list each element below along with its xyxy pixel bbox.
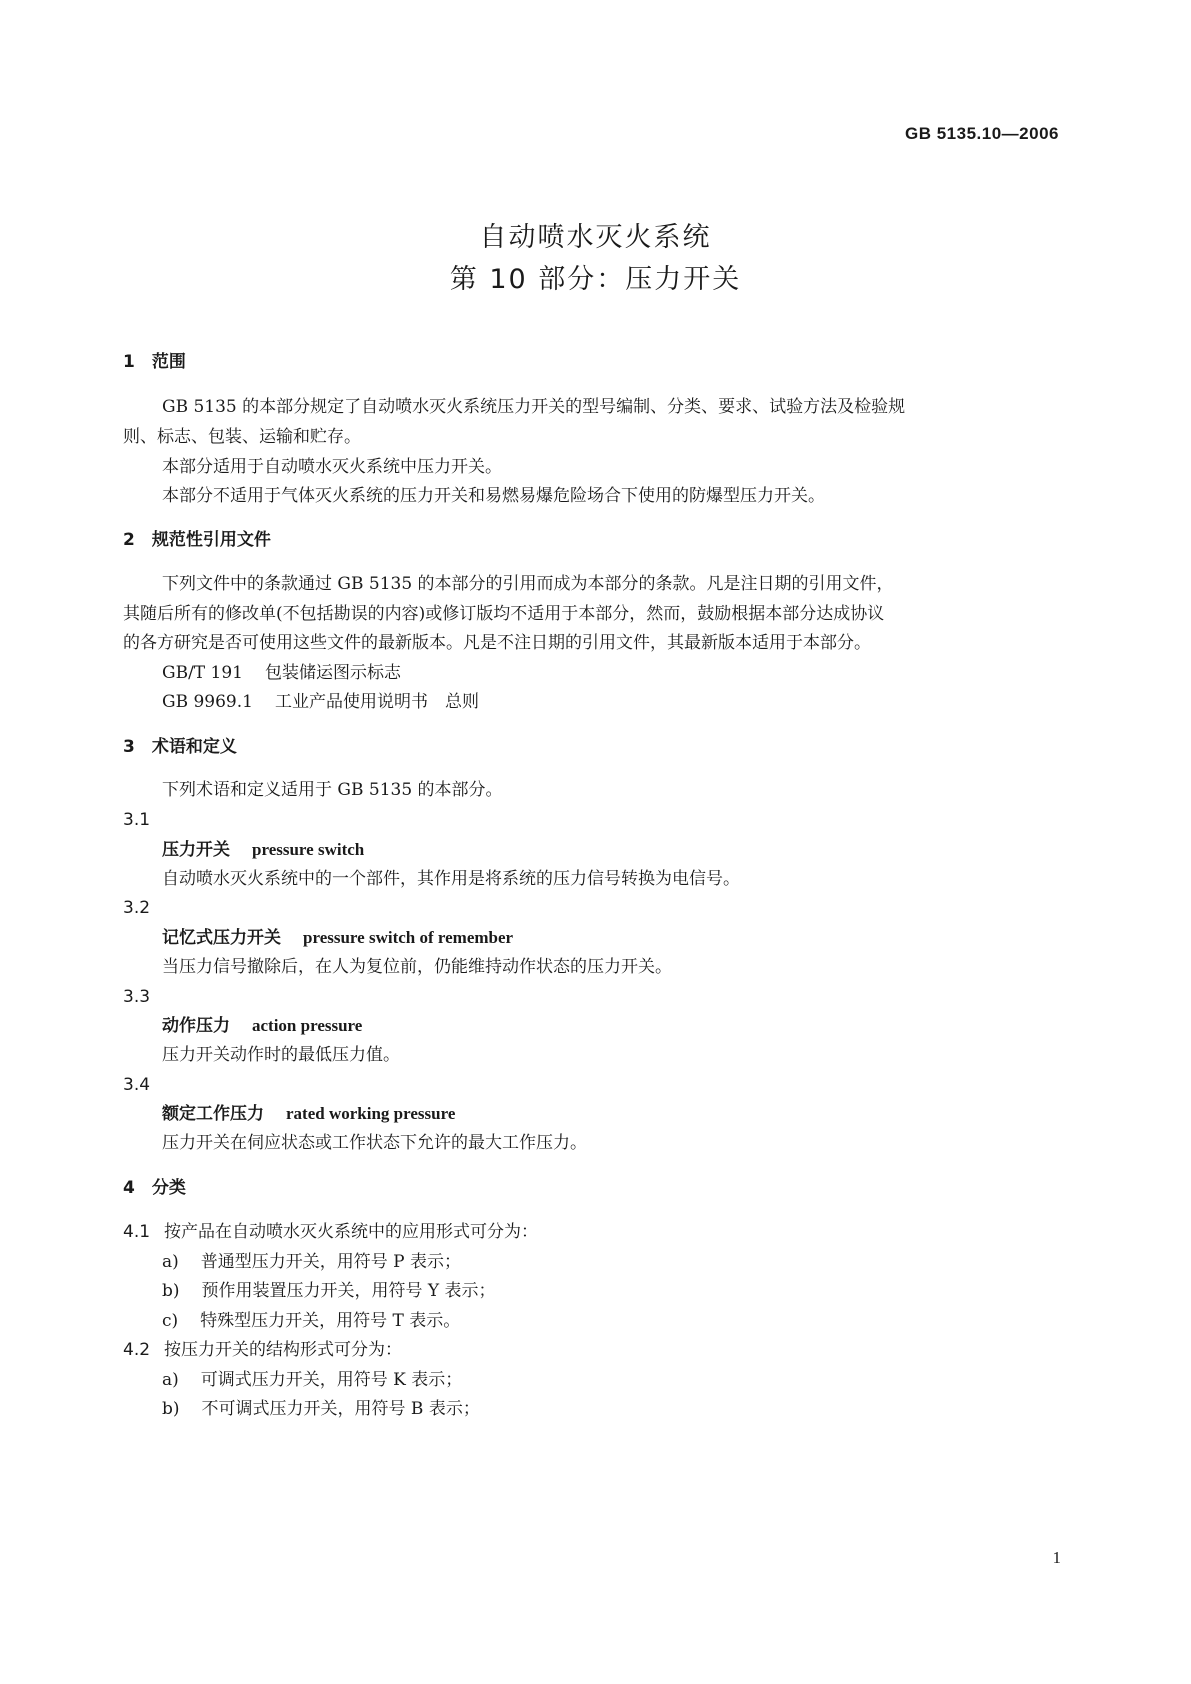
reference-code: GB 9969.1 — [162, 692, 253, 712]
term-chinese: 额定工作压力 — [162, 1104, 264, 1124]
term-number: 3.4 — [123, 1075, 151, 1095]
list-item — [162, 1311, 460, 1331]
paragraph-line: 下列术语和定义适用于 GB 5135 的本部分。 — [162, 780, 503, 800]
term-chinese: 记忆式压力开关 — [162, 928, 281, 948]
term-definition: 压力开关在伺应状态或工作状态下允许的最大工作压力。 — [162, 1133, 587, 1153]
term-heading — [162, 1016, 362, 1036]
list-item-text: 普通型压力开关，用符号 P 表示； — [200, 1252, 462, 1272]
section-heading-scope: 1 范围 — [123, 352, 186, 372]
term-definition: 自动喷水灭火系统中的一个部件，其作用是将系统的压力信号转换为电信号。 — [162, 869, 740, 889]
paragraph-line: 本部分适用于自动喷水灭火系统中压力开关。 — [162, 457, 502, 477]
clause-number: 4.2 — [123, 1340, 151, 1360]
term-definition: 当压力信号撤除后，在人为复位前，仍能维持动作状态的压力开关。 — [162, 957, 672, 977]
term-heading — [162, 840, 364, 860]
clause — [123, 1340, 402, 1360]
paragraph-line: 的各方研究是否可使用这些文件的最新版本。凡是不注日期的引用文件，其最新版本适用于本部分。 — [123, 633, 871, 653]
list-item-label: a) — [162, 1370, 179, 1390]
document-title: 自动喷水灭火系统 — [479, 222, 712, 253]
term-heading — [162, 1104, 455, 1124]
list-item-label: a) — [162, 1252, 179, 1272]
list-item — [162, 1252, 461, 1272]
term-number: 3.3 — [123, 987, 151, 1007]
term-english: rated working pressure — [286, 1104, 456, 1123]
clause-text: 按压力开关的结构形式可分为： — [164, 1340, 403, 1360]
reference-item — [162, 663, 401, 683]
list-item-label: b) — [162, 1281, 180, 1301]
paragraph-line: 其随后所有的修改单(不包括勘误的内容)或修订版均不适用于本部分，然而，鼓励根据本部分达成协议 — [123, 604, 885, 624]
paragraph-line: 本部分不适用于气体灭火系统的压力开关和易燃易爆危险场合下使用的防爆型压力开关。 — [162, 486, 825, 506]
page-number: 1 — [1052, 1548, 1061, 1567]
list-item-label: c) — [162, 1311, 179, 1331]
reference-title: 工业产品使用说明书 总则 — [274, 692, 479, 712]
term-english: action pressure — [252, 1016, 363, 1035]
reference-item — [162, 692, 479, 712]
paragraph-line: 下列文件中的条款通过 GB 5135 的本部分的引用而成为本部分的条款。凡是注日期的引用文件， — [162, 574, 894, 594]
list-item-text: 预作用装置压力开关，用符号 Y 表示； — [201, 1281, 496, 1301]
reference-code: GB/T 191 — [162, 663, 243, 683]
standard-code: GB 5135.10—2006 — [905, 124, 1059, 143]
list-item-text: 不可调式压力开关，用符号 B 表示； — [201, 1399, 480, 1419]
document-subtitle: 第 10 部分：压力开关 — [449, 264, 742, 295]
reference-title: 包装储运图示标志 — [265, 663, 401, 683]
clause-text: 按产品在自动喷水灭火系统中的应用形式可分为： — [164, 1222, 539, 1242]
term-heading — [162, 928, 513, 948]
term-english: pressure switch — [252, 840, 365, 859]
term-english: pressure switch of remember — [303, 928, 514, 947]
clause-number: 4.1 — [123, 1222, 151, 1242]
list-item — [162, 1370, 462, 1390]
list-item-text: 可调式压力开关，用符号 K 表示； — [200, 1370, 463, 1390]
paragraph-line: GB 5135 的本部分规定了自动喷水灭火系统压力开关的型号编制、分类、要求、试验方法及检验规 — [162, 397, 906, 417]
section-heading-normative-references: 2 规范性引用文件 — [123, 530, 271, 550]
term-definition: 压力开关动作时的最低压力值。 — [162, 1045, 400, 1065]
term-chinese: 动作压力 — [162, 1016, 230, 1036]
section-heading-classification: 4 分类 — [123, 1178, 186, 1198]
term-chinese: 压力开关 — [162, 840, 230, 860]
section-heading-terms: 3 术语和定义 — [123, 737, 237, 757]
list-item — [162, 1281, 496, 1301]
list-item-text: 特殊型压力开关，用符号 T 表示。 — [200, 1311, 461, 1331]
term-number: 3.1 — [123, 810, 151, 830]
term-number: 3.2 — [123, 898, 151, 918]
list-item — [162, 1399, 480, 1419]
list-item-label: b) — [162, 1399, 180, 1419]
clause — [123, 1222, 538, 1242]
paragraph-line: 则、标志、包装、运输和贮存。 — [123, 427, 361, 447]
